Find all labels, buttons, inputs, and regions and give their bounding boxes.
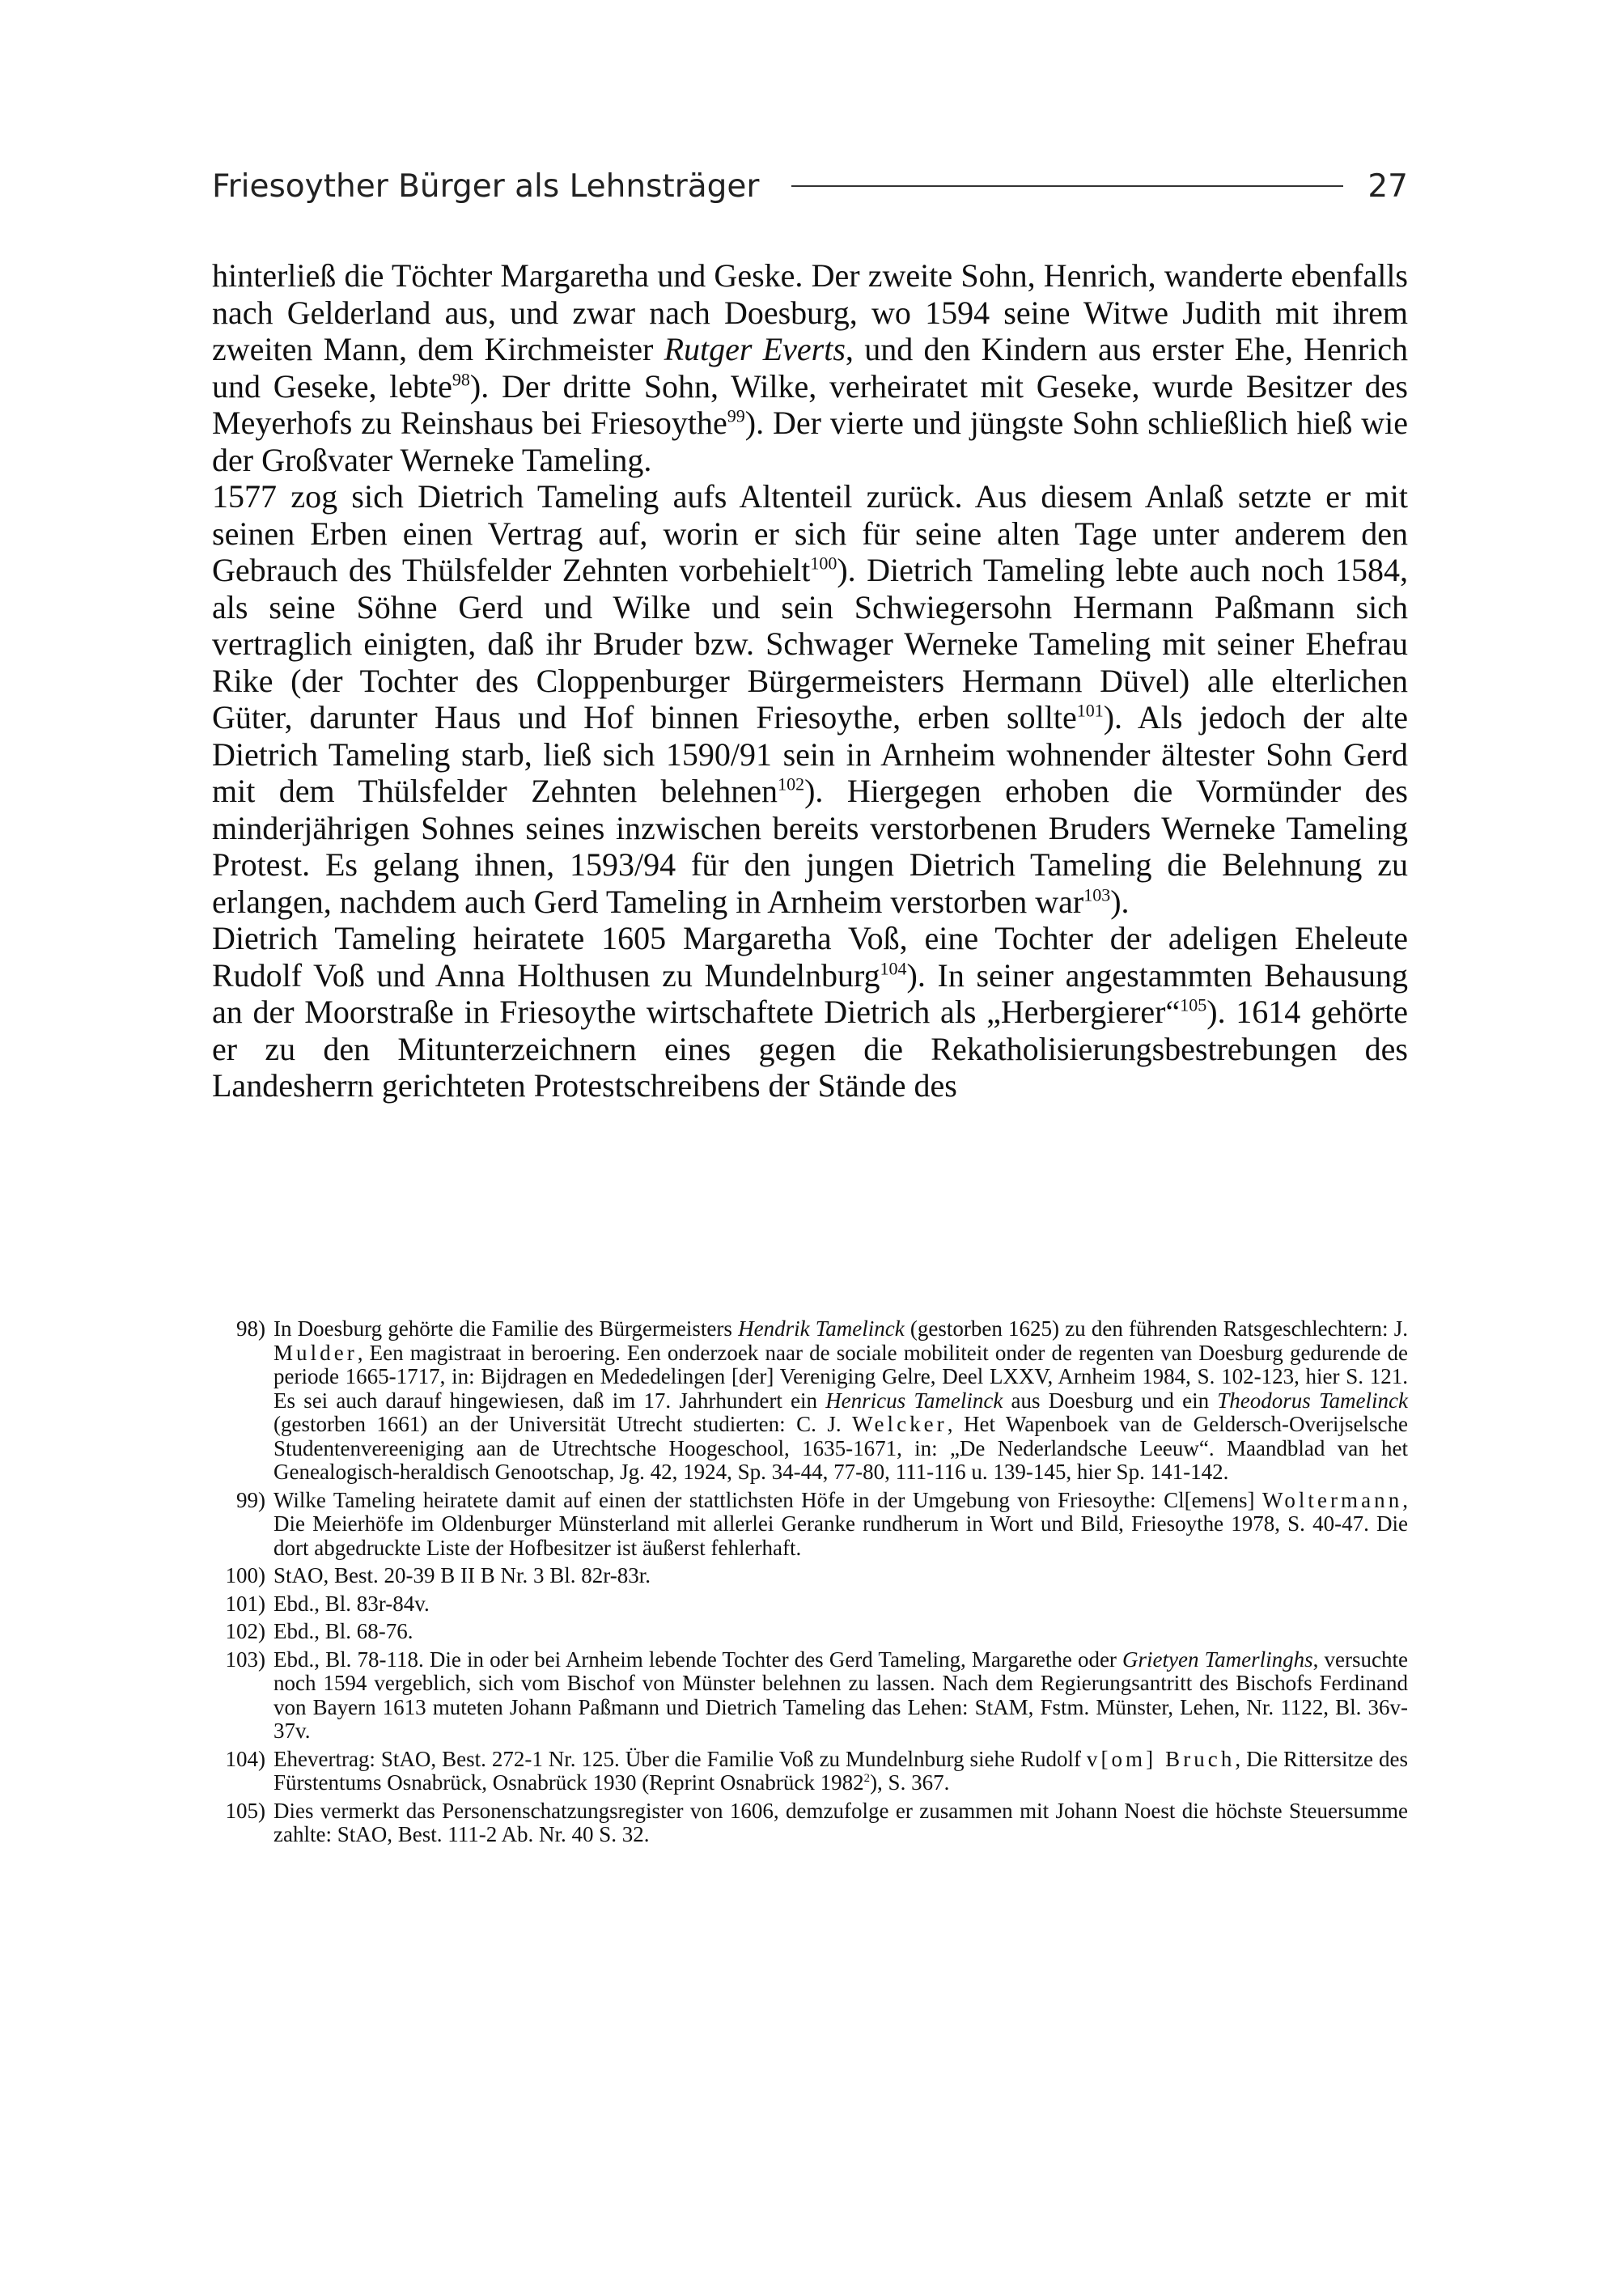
main-text: [212, 257, 1408, 1104]
text-run: aus Doesburg und ein: [1003, 1388, 1218, 1413]
footnote-ref: 105: [1180, 994, 1207, 1015]
text-run: , und den Kindern aus erster Ehe, Henrich und Geseke, lebte: [212, 331, 1408, 405]
footnote-100: [212, 1564, 1408, 1588]
running-title: Friesoyther Bürger als Lehnsträger: [212, 167, 760, 205]
footnote-number: 104): [225, 1746, 265, 1771]
italic-name: Grietyen Tamerlinghs: [1122, 1647, 1313, 1672]
footnote-ref: 99: [727, 405, 745, 426]
text-run: Ebd., Bl. 78-118. Die in oder bei Arnheim lebende Tochter des Gerd Tameling, Margarethe oder: [273, 1647, 1123, 1672]
running-header: [212, 162, 1408, 210]
footnote-103: [212, 1648, 1408, 1744]
italic-name: Hendrik Tamelinck: [738, 1316, 905, 1341]
footnote-text: StAO, Best. 20-39 B II B Nr. 3 Bl. 82r-83r.: [273, 1563, 651, 1587]
footnote-number: 102): [225, 1619, 265, 1643]
italic-name: Theodorus Tamelinck: [1217, 1388, 1408, 1413]
footnote-text: [273, 1748, 1408, 1795]
italic-name: Henricus Tamelinck: [825, 1388, 1003, 1413]
author-name: Welcker: [852, 1412, 948, 1436]
footnote-text: [273, 1317, 1408, 1485]
footnote-number: 99): [236, 1487, 265, 1512]
footnote-ref: 98: [452, 369, 470, 390]
author-name: Woltermann: [1261, 1487, 1403, 1512]
italic-name: Rutger Everts: [664, 331, 846, 367]
text-run: hinterließ die Töchter Margaretha und Geske. Der zweite Sohn, Henrich, wanderte ebenfalls nach Gelderland aus, und zwar nach Doesburg, wo 1594 seine Witwe Judith mit ihrem zweiten Mann, dem Kirchmeister: [212, 257, 1408, 367]
text-run: In Doesburg gehörte die Familie des Bürgermeisters: [273, 1316, 739, 1341]
header-rule: [791, 185, 1343, 187]
text-run: ). In seiner angestammten Behausung an der Moorstraße in Friesoythe wirtschaftete Dietrich als „Herbergierer“: [212, 956, 1408, 1030]
footnote-ref: 103: [1083, 884, 1111, 905]
footnote-99: [212, 1489, 1408, 1561]
footnote-number: 100): [225, 1563, 265, 1587]
paragraph-3: [212, 920, 1408, 1104]
footnote-text: Ebd., Bl. 83r-84v.: [273, 1591, 430, 1616]
footnote-text: Dies vermerkt das Personenschatzungsregister von 1606, demzufolge er zusammen mit Johann Noest die höchste Steuersumme zahlte: StAO, Best. 111-2 Ab. Nr. 40 S. 32.: [273, 1798, 1408, 1846]
text-run: (gestorben 1661) an der Universität Utrecht studierten: C. J.: [273, 1412, 853, 1436]
footnotes: [212, 1317, 1408, 1851]
paragraph-1: [212, 257, 1408, 478]
text-run: ). Der dritte Sohn, Wilke, verheiratet mit Geseke, wurde Besitzer des Meyerhofs zu Reinshaus bei Friesoythe: [212, 367, 1408, 441]
footnote-ref: 100: [810, 553, 837, 574]
paragraph-2: [212, 478, 1408, 920]
text-run: ). Der vierte und jüngste Sohn schließlich hieß wie der Großvater Werneke Tameling.: [212, 405, 1409, 478]
footnote-ref: 102: [778, 774, 805, 795]
footnote-number: 103): [225, 1647, 265, 1672]
text-run: , Die Meierhöfe im Oldenburger Münsterland mit allerlei Geranke rundherum in Wort und Bild, Friesoythe 1978, S. 40-47. Die dort abgedruckte Liste der Hofbesitzer ist äußerst fehlerhaft.: [273, 1487, 1408, 1560]
footnote-ref: 101: [1076, 700, 1104, 721]
text-run: ). 1614 gehörte er zu den Mitunterzeichnern eines gegen die Rekatholisierungsbestrebungen des Landesherrn gerichteten Protestschreibens der Stände des: [212, 994, 1408, 1104]
footnote-102: [212, 1620, 1408, 1644]
author-name: Mulder: [273, 1340, 358, 1365]
text-run: 1577 zog sich Dietrich Tameling aufs Altenteil zurück. Aus diesem Anlaß setzte er mit seinen Erben einen Vertrag auf, worin er sich für seine alten Tage unter anderem den Gebrauch des Thülsfelder Zehnten vorbehielt: [212, 478, 1408, 588]
footnote-104: [212, 1748, 1408, 1795]
text-run: , Een magistraat in beroering. Een onderzoek naar de sociale mobiliteit onder de regenten van Doesburg gedurende de periode 1665-1717, in: Bijdragen en Mededelingen [der] Vereniging Gelre, Deel LXXV, Arnheim 1984, S. 102-123, hier S. 121. Es sei auch darauf hingewiesen, daß im 17. Jahrhundert ein: [273, 1340, 1408, 1413]
text-run: Wilke Tameling heiratete damit auf einen der stattlichsten Höfe in der Umgebung von Friesoythe: Cl[emens]: [273, 1487, 1262, 1512]
text-run: ). Dietrich Tameling lebte auch noch 1584, als seine Söhne Gerd und Wilke und sein Schwiegersohn Hermann Paßmann sich vertraglich einigten, daß ihr Bruder bzw. Schwager Werneke Tameling mit seiner Ehefrau Rike (der Tochter des Cloppenburger Bürgermeisters Hermann Düvel) alle elterlichen Güter, darunter Haus und Hof binnen Friesoythe, erben sollte: [212, 552, 1408, 735]
footnote-text: Ebd., Bl. 68-76.: [273, 1619, 413, 1643]
footnote-ref: 104: [880, 958, 907, 979]
text-run: , versuchte noch 1594 vergeblich, sich vom Bischof von Münster belehnen zu lassen. Nach dem Regierungsantritt des Bischofs Ferdinand von Bayern 1613 muteten Johann Paßmann und Dietrich Tameling das Lehen: StAM, Fstm. Münster, Lehen, Nr. 1122, Bl. 36v-37v.: [273, 1647, 1408, 1743]
author-name: v[om] Bruch: [1086, 1746, 1236, 1771]
text-run: ). Hiergegen erhoben die Vormünder des minderjährigen Sohnes seines inzwischen bereits verstorbenen Bruders Werneke Tameling Protest. Es gelang ihnen, 1593/94 für den jungen Dietrich Tameling die Belehnung zu erlangen, nachdem auch Gerd Tameling in Arnheim verstorben war: [212, 773, 1408, 920]
footnote-text: [273, 1489, 1408, 1561]
text-run: ).: [1110, 883, 1130, 920]
footnote-number: 101): [225, 1591, 265, 1616]
text-run: Dietrich Tameling heiratete 1605 Margaretha Voß, eine Tochter der adeligen Eheleute Rudolf Voß und Anna Holthusen zu Mundelnburg: [212, 920, 1408, 994]
footnote-98: [212, 1317, 1408, 1485]
text-run: , Het Wapenboek van de Geldersch-Overijselsche Studentenvereeniging aan de Utrechtsche Hoogeschool, 1635-1671, in: „De Nederlandsche Leeuw“. Maandblad van het Genealogisch-heraldisch Genootschap, Jg. 42, 1924, Sp. 34-44, 77-80, 111-116 u. 139-145, hier Sp. 141-142.: [273, 1412, 1408, 1484]
footnote-text: [273, 1648, 1408, 1744]
footnote-number: 105): [225, 1798, 265, 1823]
edition-superscript: 2: [863, 1772, 871, 1785]
footnote-105: [212, 1799, 1408, 1847]
text-run: ), S. 367.: [870, 1770, 950, 1795]
text-run: Ehevertrag: StAO, Best. 272-1 Nr. 125. Über die Familie Voß zu Mundelnburg siehe Rudolf: [273, 1746, 1087, 1771]
text-run: ). Als jedoch der alte Dietrich Tameling starb, ließ sich 1590/91 sein in Arnheim wohnender ältester Sohn Gerd mit dem Thülsfelder Zehnten belehnen: [212, 699, 1408, 809]
text-run: , Die Rittersitze des Fürstentums Osnabrück, Osnabrück 1930 (Reprint Osnabrück 1982: [273, 1746, 1408, 1795]
page-number: 27: [1367, 167, 1408, 205]
footnote-101: [212, 1592, 1408, 1617]
text-run: (gestorben 1625) zu den führenden Ratsgeschlechtern: J.: [904, 1316, 1408, 1341]
footnote-number: 98): [236, 1316, 265, 1341]
